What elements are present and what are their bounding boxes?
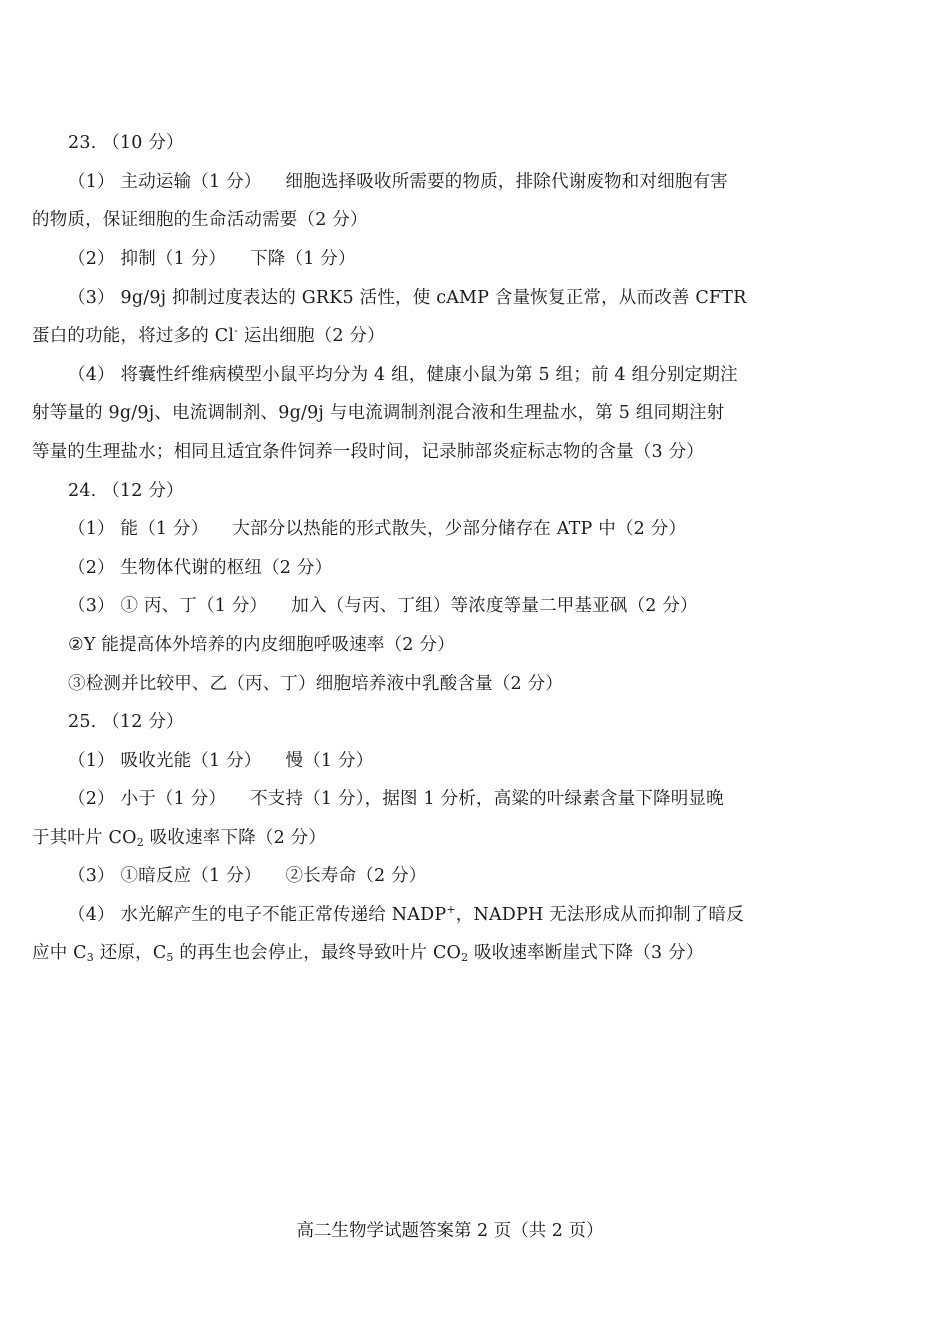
q25-part2-explanation: 不支持（1 分），据图 1 分析，高粱的叶绿素含量下降明显晚 bbox=[250, 789, 724, 809]
q25-part4-seg4: 吸收速率断崖式下降（3 分） bbox=[468, 943, 704, 963]
q24-part3-answer: （3） ① 丙、丁（1 分） bbox=[68, 596, 268, 616]
q25-part3-answer-b: ②长寿命（2 分） bbox=[285, 866, 427, 886]
q24-part3-line1 bbox=[68, 594, 698, 618]
q25-part2-text-end: 吸收速率下降（2 分） bbox=[143, 828, 327, 848]
q25-part1-answer-b: 慢（1 分） bbox=[285, 751, 374, 771]
q25-part2-answer: （2） 小于（1 分） bbox=[68, 789, 227, 809]
q24-part1-explanation: 大部分以热能的形式散失，少部分储存在 ATP 中（2 分） bbox=[232, 519, 687, 539]
page-footer: 高二生物学试题答案第 2 页（共 2 页） bbox=[296, 1221, 604, 1241]
co2-subscript-2: 2 bbox=[461, 951, 469, 964]
nadp-charge: + bbox=[446, 903, 456, 916]
q23-part1-explanation: 细胞选择吸收所需要的物质，排除代谢废物和对细胞有害 bbox=[285, 172, 728, 192]
q23-part1-line1 bbox=[68, 170, 728, 194]
q25-part1 bbox=[68, 749, 373, 773]
q25-part4-seg1: 应中 C bbox=[32, 943, 87, 963]
q24-header: 24. （12 分） bbox=[68, 481, 184, 501]
q24-part3-line2: ②Y 能提高体外培养的内皮细胞呼吸速率（2 分） bbox=[68, 635, 455, 655]
q25-part2-line1 bbox=[68, 787, 724, 811]
q25-part2-text: 于其叶片 CO bbox=[32, 828, 137, 848]
chloride-charge: - bbox=[234, 324, 239, 337]
q24-part2: （2） 生物体代谢的枢纽（2 分） bbox=[68, 558, 333, 578]
q25-part3 bbox=[68, 864, 427, 888]
q23-part2-answer-b: 下降（1 分） bbox=[250, 249, 356, 269]
q24-part1-answer: （1） 能（1 分） bbox=[68, 519, 209, 539]
co2-subscript: 2 bbox=[136, 836, 144, 849]
q23-part2 bbox=[68, 247, 356, 271]
q23-part3-line2 bbox=[32, 324, 385, 348]
q24-part3-line3: ③检测并比较甲、乙（丙、丁）细胞培养液中乳酸含量（2 分） bbox=[68, 674, 563, 694]
q23-part1-line2: 的物质，保证细胞的生命活动需要（2 分） bbox=[32, 210, 368, 230]
q24-part3-method: 加入（与丙、丁组）等浓度等量二甲基亚砜（2 分） bbox=[291, 596, 698, 616]
q25-part3-answer-a: （3） ①暗反应（1 分） bbox=[68, 866, 262, 886]
q23-part3-line1: （3） 9g/9j 抑制过度表达的 GRK5 活性，使 cAMP 含量恢复正常，从而改善 CFTR bbox=[68, 288, 747, 308]
q25-part4-line2 bbox=[32, 941, 704, 965]
q25-part4-seg2: 还原，C bbox=[93, 943, 167, 963]
q23-part4-line3: 等量的生理盐水；相同且适宜条件饲养一段时间，记录肺部炎症标志物的含量（3 分） bbox=[32, 442, 704, 462]
q25-part1-answer-a: （1） 吸收光能（1 分） bbox=[68, 751, 262, 771]
q25-part4-text-end: ，NADPH 无法形成从而抑制了暗反 bbox=[455, 905, 744, 925]
q23-part1-answer: （1） 主动运输（1 分） bbox=[68, 172, 262, 192]
q25-part4-text: （4） 水光解产生的电子不能正常传递给 NADP bbox=[68, 905, 447, 925]
q23-part4-line2: 射等量的 9g/9j、电流调制剂、9g/9j 与电流调制剂混合液和生理盐水，第 5 组同期注射 bbox=[32, 403, 725, 423]
q23-header: 23. （10 分） bbox=[68, 133, 184, 153]
c5-subscript: 5 bbox=[166, 951, 174, 964]
c3-subscript: 3 bbox=[86, 951, 94, 964]
q23-part2-answer-a: （2） 抑制（1 分） bbox=[68, 249, 227, 269]
q23-part3-text-end: 运出细胞（2 分） bbox=[238, 326, 385, 346]
q25-header: 25. （12 分） bbox=[68, 712, 184, 732]
q23-part4-line1: （4） 将囊性纤维病模型小鼠平均分为 4 组，健康小鼠为第 5 组；前 4 组分别定期注 bbox=[68, 365, 738, 385]
q23-part3-text: 蛋白的功能，将过多的 Cl bbox=[32, 326, 235, 346]
q24-part1 bbox=[68, 517, 686, 541]
q25-part4-seg3: 的再生也会停止，最终导致叶片 CO bbox=[173, 943, 462, 963]
q25-part2-line2 bbox=[32, 826, 326, 850]
q25-part4-line1 bbox=[68, 903, 744, 927]
